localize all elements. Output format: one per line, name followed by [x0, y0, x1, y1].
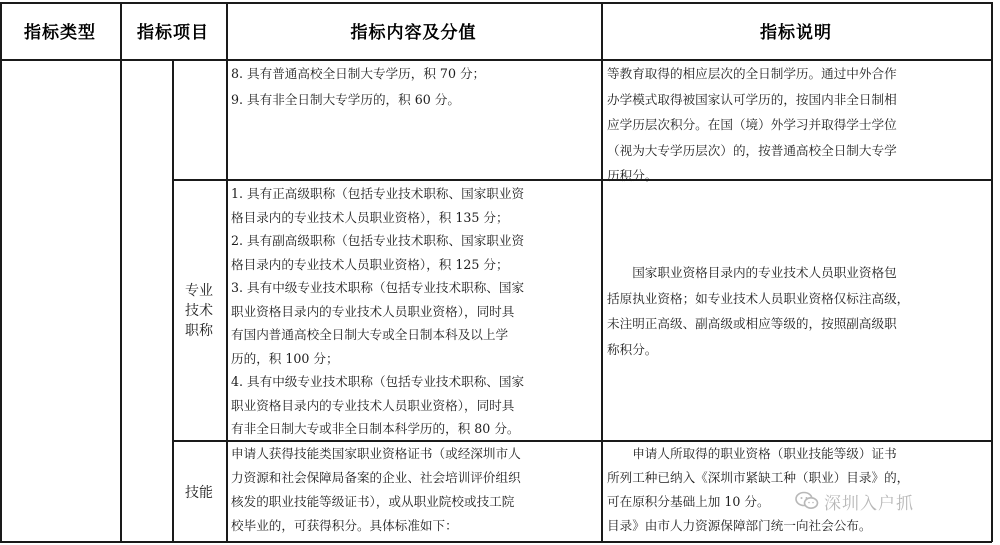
header-indicator-type: 指标类型 — [24, 23, 96, 43]
explanation-line: 国家职业资格目录内的专业技术人员职业资格包 — [607, 265, 897, 280]
header-indicator-content: 指标内容及分值 — [350, 23, 477, 43]
table-left-border — [0, 2, 2, 542]
wechat-icon — [795, 490, 819, 512]
content-line: 职业资格目录内的专业技术人员职业资格），同时具 — [231, 303, 515, 319]
table-right-border — [991, 2, 993, 542]
explanation-line: 申请人所取得的职业资格（职业技能等级）证书 — [607, 446, 897, 461]
explanation-line: 所列工种已纳入《深圳市紧缺工种（职业）目录》的， — [607, 470, 910, 485]
label-segment: 职称 — [185, 323, 213, 339]
content-line: 9. 具有非全日制大专学历的，积 60 分。 — [231, 91, 460, 107]
professional-title-label — [172, 281, 226, 341]
skills-label: 技能 — [185, 485, 213, 501]
content-line: 核发的职业技能等级证书），或从职业院校或技工院 — [231, 494, 515, 509]
header-indicator-item: 指标项目 — [137, 23, 209, 43]
content-line: 职业资格目录内的专业技术人员职业资格），同时具 — [231, 397, 515, 413]
label-segment: 专业 — [185, 283, 213, 299]
column-divider — [120, 2, 122, 542]
explanation-line: （视为大专学历层次）的，按普通高校全日制大专学 — [607, 142, 897, 158]
content-line: 申请人获得技能类国家职业资格证书（或经深圳市人 — [231, 446, 521, 461]
content-line: 8. 具有普通高校全日制大专学历，积 70 分； — [231, 66, 486, 81]
content-line: 1. 具有正高级职称（包括专业技术职称、国家职业资 — [231, 186, 525, 201]
content-line: 有国内普通高校全日制大专或全日制本科及以上学 — [231, 327, 509, 342]
column-divider — [601, 2, 603, 542]
education-explanation — [607, 61, 989, 189]
explanation-line: 历积分。 — [607, 168, 658, 183]
explanation-line: 未注明正高级、副高级或相应等级的，按照副高级职 — [607, 316, 897, 331]
education-content — [231, 61, 597, 112]
explanation-line: 称积分。 — [607, 341, 658, 357]
content-line: 有非全日制大专或非全日制本科学历的，积 80 分。 — [231, 421, 520, 436]
skills-content — [231, 442, 597, 538]
professional-title-content — [231, 182, 597, 441]
explanation-line: 括原执业资格；如专业技术人员职业资格仅标注高级， — [607, 290, 910, 306]
watermark-text: 深圳入户抓 — [824, 493, 914, 514]
content-line: 力资源和社会保障局备案的企业、社会培训评价组织 — [231, 470, 521, 485]
content-line: 格目录内的专业技术人员职业资格），积 125 分； — [231, 256, 509, 272]
header-indicator-explanation: 指标说明 — [760, 23, 832, 43]
content-line: 格目录内的专业技术人员职业资格），积 135 分； — [231, 209, 509, 225]
watermark — [795, 486, 980, 516]
content-line: 3. 具有中级专业技术职称（包括专业技术职称、国家 — [231, 280, 525, 295]
table-bottom-border — [0, 541, 992, 543]
content-line: 历的，积 100 分； — [231, 350, 339, 366]
column-divider — [226, 2, 228, 542]
explanation-line: 目录》由市人力资源保障部门统一向社会公布。 — [607, 518, 872, 533]
content-line: 4. 具有中级专业技术职称（包括专业技术职称、国家 — [231, 374, 525, 389]
explanation-line: 应学历层次积分。在国（境）外学习并取得学士学位 — [607, 117, 897, 132]
explanation-line: 办学模式取得被国家认可学历的，按国内非全日制相 — [607, 91, 897, 107]
explanation-line: 等教育取得的相应层次的全日制学历。通过中外合作 — [607, 66, 897, 81]
professional-title-explanation — [607, 260, 989, 362]
label-segment: 技术 — [185, 303, 213, 319]
explanation-line: 可在原积分基础上加 10 分。 — [607, 494, 770, 509]
content-line: 校毕业的，可获得积分。具体标准如下： — [231, 518, 458, 533]
content-line: 2. 具有副高级职称（包括专业技术职称、国家职业资 — [231, 233, 525, 248]
